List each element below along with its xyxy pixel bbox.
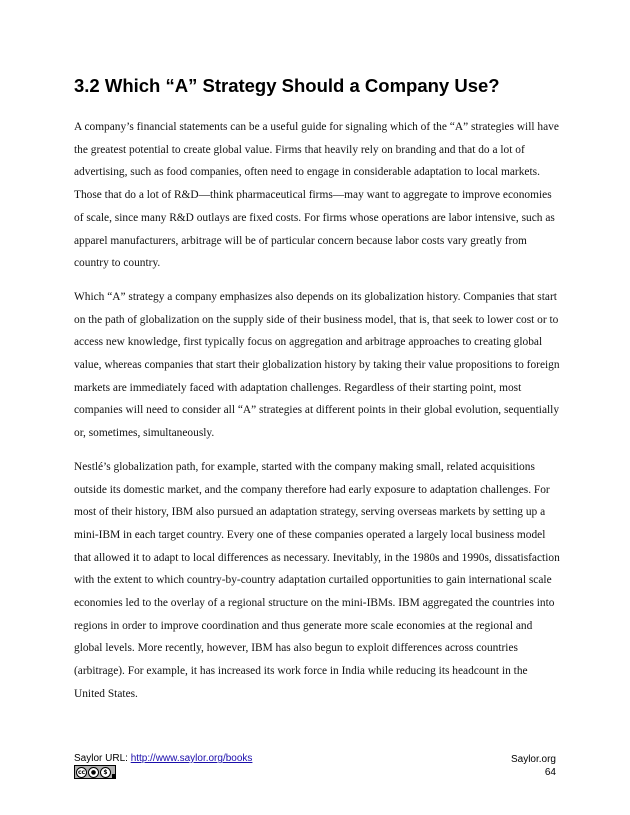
section-heading: 3.2 Which “A” Strategy Should a Company Use?	[74, 75, 500, 96]
page-number: 64	[544, 767, 556, 778]
footer-site: Saylor.org	[510, 754, 556, 765]
creative-commons-license-icon: cc ● $	[74, 765, 116, 779]
footer-right	[511, 753, 556, 779]
paragraph-3: Nestlé’s globalization path, for example, started with the company making small, related acquisitions outside its domestic market, and the company therefore had early exposure to adaptation challenges. For most of their history, IBM also pursued an adaptation strategy, serving overseas markets by setting up a mini-IBM in each target country. Every one of these companies operated a largely local business model that allowed it to adapt to local differences as necessary. Inevitably, in the 1980s and 1990s, dissatisfaction with the extent to which country-by-country adaptation curtailed opportunities to gain international scale economies led to the overlay of a regional structure on the mini-IBMs. IBM aggregated the countries into regions in order to improve coordination and thus generate more scale economies at the regional and global levels. More recently, however, IBM has also begun to exploit differences across countries (arbitrage). For example, it has increased its work force in India while reducing its headcount in the United States.	[74, 460, 560, 700]
paragraph-1: A company’s financial statements can be a useful guide for signaling which of the “A” strategies will have the greatest potential to create global value. Firms that heavily rely on branding and that do a lot of advertising, such as food companies, often need to engage in considerable adaptation to local markets. Those that do a lot of R&D—think pharmaceutical firms—may want to aggregate to improve economies of scale, since many R&D outlays are fixed costs. For firms whose operations are labor intensive, such as apparel manufacturers, arbitrage will be of particular concern because labor costs vary greatly from country to country.	[74, 121, 559, 270]
footer-url-label: Saylor URL:	[74, 753, 131, 764]
saylor-books-link[interactable]: http://www.saylor.org/books	[130, 753, 253, 764]
body-text	[74, 116, 560, 717]
footer-url	[74, 753, 252, 764]
paragraph-2: Which “A” strategy a company emphasizes also depends on its globalization history. Companies that start on the path of globalization on the supply side of their business model, that is, that seek to lower cost or to access new knowledge, first typically focus on aggregation and arbitrage approaches to creating global value, whereas companies that start their globalization history by taking their value propositions to foreign markets are immediately faced with adaptation challenges. Regardless of their starting point, most companies will need to consider all “A” strategies at different points in their global evolution, sequentially or, sometimes, simultaneously.	[74, 290, 560, 440]
